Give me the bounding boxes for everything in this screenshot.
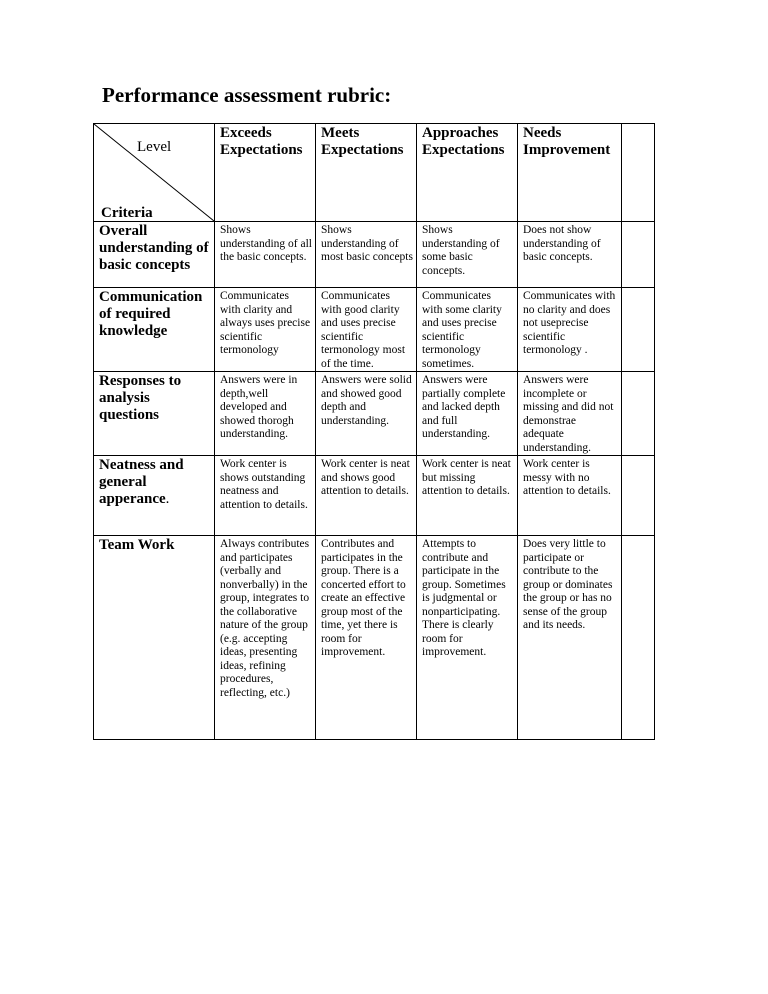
table-cell: Contributes and participates in the group. There is a concerted effort to create an effective group most of the time, yet there is room for improvement. xyxy=(316,536,417,740)
header-row xyxy=(94,124,655,222)
page-title: Performance assessment rubric: xyxy=(102,83,392,107)
table-row xyxy=(94,536,655,740)
table-row xyxy=(94,372,655,456)
column-header-exceeds: Exceeds Expectations xyxy=(215,124,316,222)
rubric-table xyxy=(93,123,655,740)
table-cell: Shows understanding of most basic concepts xyxy=(316,222,417,288)
level-criteria-header-cell xyxy=(94,124,215,222)
table-cell xyxy=(622,222,655,288)
criterion-cell xyxy=(94,288,215,372)
table-cell: Communicates with clarity and always uses precise scientific termonology xyxy=(215,288,316,372)
criterion-cell xyxy=(94,536,215,740)
table-row xyxy=(94,288,655,372)
table-cell: Always contributes and participates (verbally and nonverbally) in the group, integrates to the collaborative nature of the group (e.g. accepting ideas, presenting ideas, refining procedures, reflecting, etc.) xyxy=(215,536,316,740)
table-cell: Work center is neat and shows good attention to details. xyxy=(316,456,417,536)
column-header-needs-improvement: Needs Improvement xyxy=(518,124,622,222)
column-header-meets: Meets Expectations xyxy=(316,124,417,222)
column-header-blank xyxy=(622,124,655,222)
table-cell: Work center is messy with no attention to details. xyxy=(518,456,622,536)
table-cell: Answers were in depth,well developed and showed thorogh understanding. xyxy=(215,372,316,456)
criterion-cell xyxy=(94,372,215,456)
table-cell xyxy=(622,456,655,536)
table-cell: Communicates with good clarity and uses precise scientific termonology most of the time. xyxy=(316,288,417,372)
level-label: Level xyxy=(137,139,172,155)
criterion-label: Neatness and general apperance xyxy=(99,457,184,507)
table-row xyxy=(94,456,655,536)
table-cell: Attempts to contribute and participate in the group. Sometimes is judgmental or nonparticipating. There is clearly room for improvement. xyxy=(417,536,518,740)
table-cell xyxy=(622,536,655,740)
criterion-cell xyxy=(94,456,215,536)
table-cell: Shows understanding of all the basic concepts. xyxy=(215,222,316,288)
criterion-label: Overall understanding of basic concepts xyxy=(99,223,209,273)
table-cell: Answers were incomplete or missing and did not demonstrae adequate understanding. xyxy=(518,372,622,456)
criterion-label: Team Work xyxy=(99,537,175,553)
column-header-approaches: Approaches Expectations xyxy=(417,124,518,222)
criteria-label: Criteria xyxy=(101,204,153,221)
table-cell: Communicates with some clarity and uses precise scientific termonology sometimes. xyxy=(417,288,518,372)
criterion-label: Responses to analysis questions xyxy=(99,373,182,423)
criterion-suffix: . xyxy=(165,491,170,507)
table-cell: Communicates with no clarity and does not useprecise scientific termonology . xyxy=(518,288,622,372)
table-cell xyxy=(622,288,655,372)
table-cell: Shows understanding of some basic concepts. xyxy=(417,222,518,288)
table-cell xyxy=(622,372,655,456)
criterion-label: Communication of required knowledge xyxy=(99,289,203,339)
table-row xyxy=(94,222,655,288)
table-cell: Answers were solid and showed good depth and understanding. xyxy=(316,372,417,456)
criterion-cell xyxy=(94,222,215,288)
table-cell: Work center is neat but missing attention to details. xyxy=(417,456,518,536)
table-cell: Does very little to participate or contribute to the group or dominates the group or has no sense of the group and its needs. xyxy=(518,536,622,740)
table-cell: Does not show understanding of basic concepts. xyxy=(518,222,622,288)
table-cell: Answers were partially complete and lacked depth and full understanding. xyxy=(417,372,518,456)
table-cell: Work center is shows outstanding neatness and attention to details. xyxy=(215,456,316,536)
